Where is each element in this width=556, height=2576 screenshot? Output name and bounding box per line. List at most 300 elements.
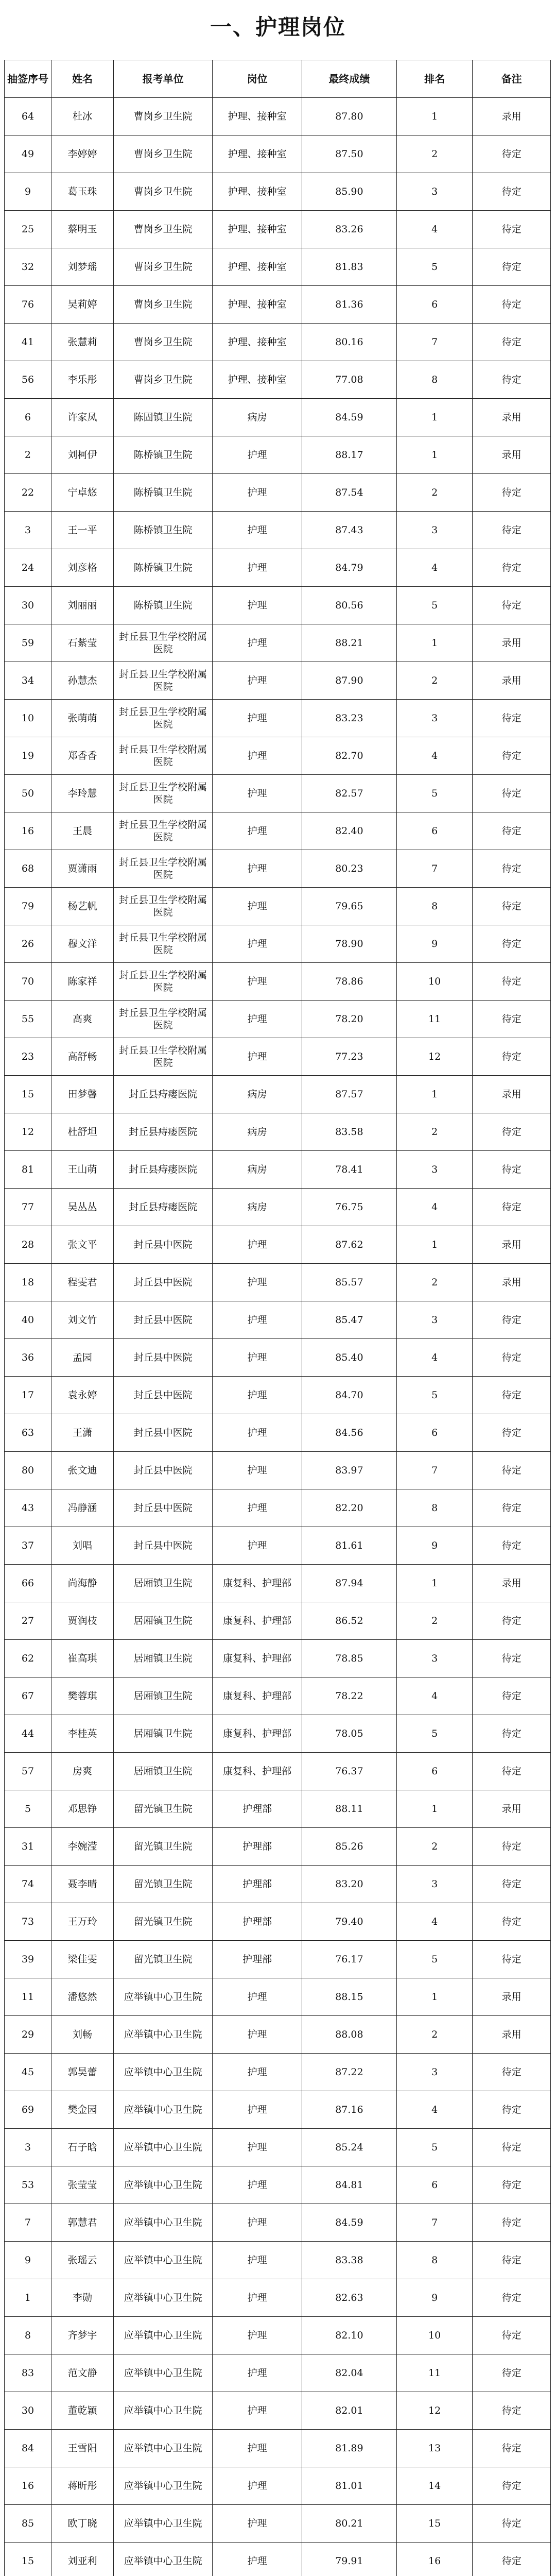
final-score-cell: 77.08 <box>302 361 396 399</box>
draw-number-cell: 68 <box>5 850 51 888</box>
unit-cell: 封丘县中医院 <box>114 1301 213 1339</box>
draw-number-cell: 81 <box>5 1151 51 1189</box>
unit-cell: 居厢镇卫生院 <box>114 1565 213 1602</box>
name-cell: 范文静 <box>51 2354 113 2392</box>
final-score-cell: 78.85 <box>302 1640 396 1677</box>
final-score-cell: 88.08 <box>302 2016 396 2054</box>
name-cell: 张文迪 <box>51 1452 113 1489</box>
draw-number-cell: 76 <box>5 286 51 324</box>
table-row <box>5 436 551 474</box>
position-cell: 护理、接种室 <box>213 361 302 399</box>
unit-cell: 曹岗乡卫生院 <box>114 286 213 324</box>
remark-cell: 待定 <box>473 888 551 925</box>
table-row <box>5 2054 551 2091</box>
final-score-cell: 76.37 <box>302 1753 396 1790</box>
name-cell: 郭昊蕾 <box>51 2054 113 2091</box>
rank-cell: 9 <box>396 925 473 963</box>
draw-number-cell: 10 <box>5 700 51 737</box>
remark-cell: 待定 <box>473 1339 551 1377</box>
rank-cell: 4 <box>396 737 473 775</box>
rank-cell: 2 <box>396 1828 473 1866</box>
table-row <box>5 1151 551 1189</box>
table-row <box>5 2505 551 2543</box>
table-row <box>5 1414 551 1452</box>
position-cell: 护理 <box>213 1001 302 1038</box>
draw-number-cell: 15 <box>5 1076 51 1113</box>
table-row <box>5 2467 551 2505</box>
remark-cell: 录用 <box>473 436 551 474</box>
position-cell: 护理、接种室 <box>213 173 302 211</box>
name-cell: 孟园 <box>51 1339 113 1377</box>
remark-cell: 待定 <box>473 812 551 850</box>
table-row <box>5 624 551 662</box>
final-score-cell: 84.70 <box>302 1377 396 1414</box>
name-cell: 葛玉珠 <box>51 173 113 211</box>
final-score-cell: 81.83 <box>302 248 396 286</box>
draw-number-cell: 69 <box>5 2091 51 2129</box>
remark-cell: 待定 <box>473 737 551 775</box>
rank-cell: 3 <box>396 512 473 549</box>
name-cell: 张文平 <box>51 1226 113 1264</box>
position-cell: 护理 <box>213 888 302 925</box>
rank-cell: 9 <box>396 1527 473 1565</box>
rank-cell: 8 <box>396 361 473 399</box>
unit-cell: 曹岗乡卫生院 <box>114 248 213 286</box>
name-cell: 石子晗 <box>51 2129 113 2166</box>
unit-cell: 封丘县卫生学校附属医院 <box>114 775 213 812</box>
table-row <box>5 248 551 286</box>
name-cell: 冯静涵 <box>51 1489 113 1527</box>
rank-cell: 4 <box>396 549 473 587</box>
table-row <box>5 512 551 549</box>
position-cell: 护理 <box>213 1226 302 1264</box>
unit-cell: 应举镇中心卫生院 <box>114 2091 213 2129</box>
unit-cell: 封丘县卫生学校附属医院 <box>114 1001 213 1038</box>
position-cell: 护理 <box>213 587 302 624</box>
draw-number-cell: 3 <box>5 512 51 549</box>
name-cell: 李桂英 <box>51 1715 113 1753</box>
table-row <box>5 135 551 173</box>
remark-cell: 待定 <box>473 248 551 286</box>
unit-cell: 应举镇中心卫生院 <box>114 2543 213 2576</box>
name-cell: 张萌萌 <box>51 700 113 737</box>
name-cell: 杜冰 <box>51 98 113 135</box>
draw-number-cell: 45 <box>5 2054 51 2091</box>
unit-cell: 居厢镇卫生院 <box>114 1753 213 1790</box>
position-cell: 护理 <box>213 2091 302 2129</box>
table-row <box>5 1527 551 1565</box>
remark-cell: 录用 <box>473 2016 551 2054</box>
position-cell: 护理 <box>213 2543 302 2576</box>
remark-cell: 待定 <box>473 1640 551 1677</box>
rank-cell: 2 <box>396 1113 473 1151</box>
remark-cell: 待定 <box>473 1602 551 1640</box>
final-score-cell: 87.62 <box>302 1226 396 1264</box>
final-score-cell: 82.70 <box>302 737 396 775</box>
remark-cell: 待定 <box>473 1677 551 1715</box>
table-row <box>5 1677 551 1715</box>
table-row <box>5 474 551 512</box>
rank-cell: 3 <box>396 1151 473 1189</box>
name-cell: 程雯君 <box>51 1264 113 1301</box>
draw-number-cell: 39 <box>5 1941 51 1978</box>
unit-cell: 留光镇卫生院 <box>114 1941 213 1978</box>
draw-number-cell: 83 <box>5 2354 51 2392</box>
rank-cell: 5 <box>396 2129 473 2166</box>
rank-cell: 2 <box>396 474 473 512</box>
header-position: 岗位 <box>213 60 302 98</box>
position-cell: 护理 <box>213 624 302 662</box>
table-row <box>5 1001 551 1038</box>
rank-cell: 1 <box>396 1978 473 2016</box>
position-cell: 护理 <box>213 1038 302 1076</box>
name-cell: 李婷婷 <box>51 135 113 173</box>
name-cell: 张莹莹 <box>51 2166 113 2204</box>
final-score-cell: 87.94 <box>302 1565 396 1602</box>
draw-number-cell: 59 <box>5 624 51 662</box>
final-score-cell: 88.15 <box>302 1978 396 2016</box>
unit-cell: 曹岗乡卫生院 <box>114 135 213 173</box>
final-score-cell: 82.01 <box>302 2392 396 2430</box>
draw-number-cell: 16 <box>5 2467 51 2505</box>
table-row <box>5 1715 551 1753</box>
unit-cell: 封丘县卫生学校附属医院 <box>114 737 213 775</box>
name-cell: 樊金园 <box>51 2091 113 2129</box>
final-score-cell: 78.86 <box>302 963 396 1001</box>
table-row <box>5 1640 551 1677</box>
draw-number-cell: 41 <box>5 324 51 361</box>
remark-cell: 待定 <box>473 2204 551 2242</box>
draw-number-cell: 43 <box>5 1489 51 1527</box>
rank-cell: 7 <box>396 324 473 361</box>
rank-cell: 2 <box>396 1602 473 1640</box>
unit-cell: 应举镇中心卫生院 <box>114 2392 213 2430</box>
draw-number-cell: 27 <box>5 1602 51 1640</box>
final-score-cell: 82.10 <box>302 2317 396 2354</box>
name-cell: 穆文洋 <box>51 925 113 963</box>
draw-number-cell: 62 <box>5 1640 51 1677</box>
name-cell: 袁永婷 <box>51 1377 113 1414</box>
draw-number-cell: 3 <box>5 2129 51 2166</box>
final-score-cell: 85.57 <box>302 1264 396 1301</box>
table-row <box>5 2242 551 2279</box>
draw-number-cell: 8 <box>5 2317 51 2354</box>
table-row <box>5 1452 551 1489</box>
unit-cell: 应举镇中心卫生院 <box>114 2242 213 2279</box>
draw-number-cell: 22 <box>5 474 51 512</box>
draw-number-cell: 2 <box>5 436 51 474</box>
position-cell: 护理 <box>213 1489 302 1527</box>
header-unit: 报考单位 <box>114 60 213 98</box>
position-cell: 康复科、护理部 <box>213 1640 302 1677</box>
table-row <box>5 1753 551 1790</box>
rank-cell: 6 <box>396 1414 473 1452</box>
table-row <box>5 1076 551 1113</box>
draw-number-cell: 66 <box>5 1565 51 1602</box>
table-row <box>5 2543 551 2576</box>
final-score-cell: 81.36 <box>302 286 396 324</box>
rank-cell: 6 <box>396 2166 473 2204</box>
remark-cell: 录用 <box>473 1226 551 1264</box>
table-row <box>5 361 551 399</box>
final-score-cell: 85.26 <box>302 1828 396 1866</box>
name-cell: 王潇 <box>51 1414 113 1452</box>
position-cell: 病房 <box>213 1076 302 1113</box>
position-cell: 护理 <box>213 1452 302 1489</box>
name-cell: 尚海静 <box>51 1565 113 1602</box>
remark-cell: 待定 <box>473 2543 551 2576</box>
unit-cell: 封丘县卫生学校附属医院 <box>114 925 213 963</box>
final-score-cell: 88.11 <box>302 1790 396 1828</box>
position-cell: 护理 <box>213 812 302 850</box>
position-cell: 病房 <box>213 399 302 436</box>
table-row <box>5 1790 551 1828</box>
remark-cell: 待定 <box>473 361 551 399</box>
rank-cell: 4 <box>396 1339 473 1377</box>
position-cell: 康复科、护理部 <box>213 1602 302 1640</box>
position-cell: 护理 <box>213 1339 302 1377</box>
header-final-score: 最终成绩 <box>302 60 396 98</box>
draw-number-cell: 74 <box>5 1866 51 1903</box>
rank-cell: 3 <box>396 700 473 737</box>
unit-cell: 居厢镇卫生院 <box>114 1677 213 1715</box>
remark-cell: 待定 <box>473 549 551 587</box>
table-row <box>5 850 551 888</box>
remark-cell: 待定 <box>473 512 551 549</box>
position-cell: 病房 <box>213 1113 302 1151</box>
draw-number-cell: 70 <box>5 963 51 1001</box>
table-row <box>5 2204 551 2242</box>
table-row <box>5 1264 551 1301</box>
rank-cell: 5 <box>396 248 473 286</box>
final-score-cell: 88.21 <box>302 624 396 662</box>
draw-number-cell: 53 <box>5 2166 51 2204</box>
rank-cell: 7 <box>396 2204 473 2242</box>
rank-cell: 8 <box>396 1489 473 1527</box>
draw-number-cell: 67 <box>5 1677 51 1715</box>
final-score-cell: 84.56 <box>302 1414 396 1452</box>
unit-cell: 曹岗乡卫生院 <box>114 98 213 135</box>
final-score-cell: 84.59 <box>302 2204 396 2242</box>
unit-cell: 应举镇中心卫生院 <box>114 2279 213 2317</box>
name-cell: 欧丁晓 <box>51 2505 113 2543</box>
remark-cell: 录用 <box>473 399 551 436</box>
table-row <box>5 963 551 1001</box>
header-draw-number: 抽签序号 <box>5 60 51 98</box>
unit-cell: 封丘县卫生学校附属医院 <box>114 624 213 662</box>
rank-cell: 3 <box>396 2054 473 2091</box>
unit-cell: 陈桥镇卫生院 <box>114 587 213 624</box>
unit-cell: 封丘县痔瘘医院 <box>114 1151 213 1189</box>
remark-cell: 待定 <box>473 1903 551 1941</box>
name-cell: 王雪阳 <box>51 2430 113 2467</box>
rank-cell: 1 <box>396 436 473 474</box>
rank-cell: 9 <box>396 2279 473 2317</box>
final-score-cell: 78.22 <box>302 1677 396 1715</box>
position-cell: 护理 <box>213 2242 302 2279</box>
position-cell: 护理、接种室 <box>213 324 302 361</box>
final-score-cell: 81.89 <box>302 2430 396 2467</box>
position-cell: 护理 <box>213 2354 302 2392</box>
unit-cell: 封丘县痔瘘医院 <box>114 1189 213 1226</box>
table-row <box>5 98 551 135</box>
remark-cell: 待定 <box>473 1113 551 1151</box>
table-row <box>5 2354 551 2392</box>
rank-cell: 4 <box>396 211 473 248</box>
name-cell: 杨艺帆 <box>51 888 113 925</box>
unit-cell: 封丘县卫生学校附属医院 <box>114 1038 213 1076</box>
table-row <box>5 2317 551 2354</box>
unit-cell: 居厢镇卫生院 <box>114 1640 213 1677</box>
final-score-cell: 84.79 <box>302 549 396 587</box>
draw-number-cell: 63 <box>5 1414 51 1452</box>
remark-cell: 录用 <box>473 1978 551 2016</box>
final-score-cell: 87.50 <box>302 135 396 173</box>
table-row <box>5 1903 551 1941</box>
final-score-cell: 82.57 <box>302 775 396 812</box>
table-row <box>5 1565 551 1602</box>
unit-cell: 应举镇中心卫生院 <box>114 2016 213 2054</box>
draw-number-cell: 30 <box>5 2392 51 2430</box>
rank-cell: 4 <box>396 1903 473 1941</box>
rank-cell: 5 <box>396 1715 473 1753</box>
rank-cell: 2 <box>396 1264 473 1301</box>
name-cell: 石紫莹 <box>51 624 113 662</box>
table-row <box>5 888 551 925</box>
draw-number-cell: 77 <box>5 1189 51 1226</box>
name-cell: 齐梦宇 <box>51 2317 113 2354</box>
rank-cell: 3 <box>396 173 473 211</box>
draw-number-cell: 34 <box>5 662 51 700</box>
draw-number-cell: 26 <box>5 925 51 963</box>
remark-cell: 待定 <box>473 1753 551 1790</box>
rank-cell: 1 <box>396 1790 473 1828</box>
remark-cell: 录用 <box>473 1264 551 1301</box>
name-cell: 聂李晴 <box>51 1866 113 1903</box>
name-cell: 刘丽丽 <box>51 587 113 624</box>
remark-cell: 待定 <box>473 700 551 737</box>
unit-cell: 应举镇中心卫生院 <box>114 2204 213 2242</box>
rank-cell: 1 <box>396 98 473 135</box>
unit-cell: 应举镇中心卫生院 <box>114 2505 213 2543</box>
unit-cell: 封丘县卫生学校附属医院 <box>114 888 213 925</box>
rank-cell: 16 <box>396 2543 473 2576</box>
table-row <box>5 399 551 436</box>
unit-cell: 应举镇中心卫生院 <box>114 2129 213 2166</box>
unit-cell: 封丘县中医院 <box>114 1527 213 1565</box>
draw-number-cell: 32 <box>5 248 51 286</box>
position-cell: 康复科、护理部 <box>213 1753 302 1790</box>
final-score-cell: 78.20 <box>302 1001 396 1038</box>
remark-cell: 录用 <box>473 1790 551 1828</box>
final-score-cell: 82.63 <box>302 2279 396 2317</box>
position-cell: 康复科、护理部 <box>213 1715 302 1753</box>
remark-cell: 录用 <box>473 624 551 662</box>
remark-cell: 待定 <box>473 1301 551 1339</box>
table-row <box>5 286 551 324</box>
remark-cell: 待定 <box>473 2129 551 2166</box>
remark-cell: 待定 <box>473 1377 551 1414</box>
rank-cell: 14 <box>396 2467 473 2505</box>
rank-cell: 3 <box>396 1866 473 1903</box>
draw-number-cell: 17 <box>5 1377 51 1414</box>
unit-cell: 曹岗乡卫生院 <box>114 211 213 248</box>
table-row <box>5 700 551 737</box>
position-cell: 护理、接种室 <box>213 248 302 286</box>
rank-cell: 5 <box>396 1377 473 1414</box>
unit-cell: 居厢镇卫生院 <box>114 1715 213 1753</box>
unit-cell: 封丘县中医院 <box>114 1489 213 1527</box>
unit-cell: 应举镇中心卫生院 <box>114 2054 213 2091</box>
draw-number-cell: 57 <box>5 1753 51 1790</box>
name-cell: 刘畅 <box>51 2016 113 2054</box>
name-cell: 董乾颖 <box>51 2392 113 2430</box>
draw-number-cell: 25 <box>5 211 51 248</box>
unit-cell: 封丘县痔瘘医院 <box>114 1113 213 1151</box>
final-score-cell: 80.23 <box>302 850 396 888</box>
table-row <box>5 1978 551 2016</box>
remark-cell: 待定 <box>473 1151 551 1189</box>
unit-cell: 封丘县卫生学校附属医院 <box>114 662 213 700</box>
table-header <box>5 60 551 98</box>
final-score-cell: 81.01 <box>302 2467 396 2505</box>
rank-cell: 4 <box>396 1189 473 1226</box>
rank-cell: 6 <box>396 286 473 324</box>
unit-cell: 曹岗乡卫生院 <box>114 361 213 399</box>
position-cell: 康复科、护理部 <box>213 1565 302 1602</box>
final-score-cell: 83.26 <box>302 211 396 248</box>
position-cell: 护理 <box>213 2204 302 2242</box>
table-row <box>5 662 551 700</box>
final-score-cell: 79.65 <box>302 888 396 925</box>
rank-cell: 7 <box>396 1452 473 1489</box>
final-score-cell: 79.91 <box>302 2543 396 2576</box>
unit-cell: 封丘县痔瘘医院 <box>114 1076 213 1113</box>
final-score-cell: 76.75 <box>302 1189 396 1226</box>
table-row <box>5 549 551 587</box>
draw-number-cell: 30 <box>5 587 51 624</box>
unit-cell: 封丘县中医院 <box>114 1226 213 1264</box>
name-cell: 陈家祥 <box>51 963 113 1001</box>
position-cell: 护理 <box>213 474 302 512</box>
rank-cell: 12 <box>396 1038 473 1076</box>
final-score-cell: 78.41 <box>302 1151 396 1189</box>
unit-cell: 陈桥镇卫生院 <box>114 436 213 474</box>
draw-number-cell: 24 <box>5 549 51 587</box>
position-cell: 护理 <box>213 1527 302 1565</box>
final-score-cell: 84.59 <box>302 399 396 436</box>
name-cell: 田梦馨 <box>51 1076 113 1113</box>
table-row <box>5 1301 551 1339</box>
final-score-cell: 85.24 <box>302 2129 396 2166</box>
draw-number-cell: 49 <box>5 135 51 173</box>
draw-number-cell: 7 <box>5 2204 51 2242</box>
position-cell: 护理 <box>213 2317 302 2354</box>
table-row <box>5 1866 551 1903</box>
name-cell: 李勋 <box>51 2279 113 2317</box>
draw-number-cell: 12 <box>5 1113 51 1151</box>
draw-number-cell: 29 <box>5 2016 51 2054</box>
name-cell: 郑香香 <box>51 737 113 775</box>
draw-number-cell: 15 <box>5 2543 51 2576</box>
remark-cell: 待定 <box>473 2392 551 2430</box>
position-cell: 护理 <box>213 925 302 963</box>
name-cell: 潘悠然 <box>51 1978 113 2016</box>
position-cell: 护理部 <box>213 1903 302 1941</box>
position-cell: 护理 <box>213 1377 302 1414</box>
remark-cell: 待定 <box>473 1189 551 1226</box>
name-cell: 王一平 <box>51 512 113 549</box>
